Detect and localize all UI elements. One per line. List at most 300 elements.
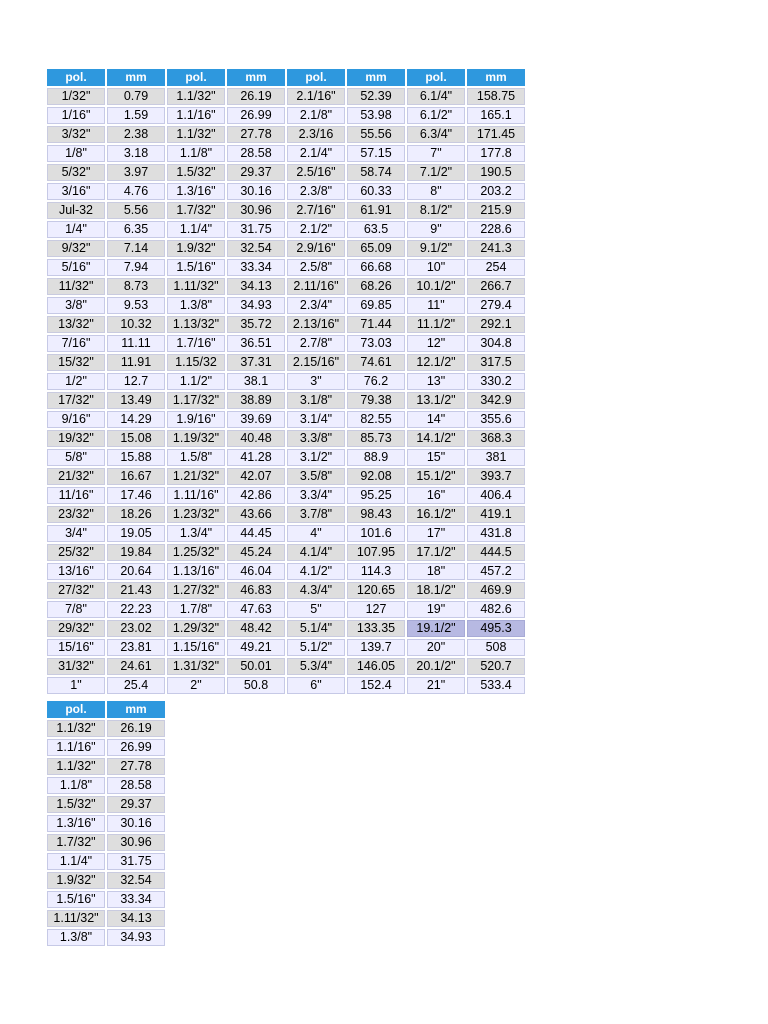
cell-mm[interactable]: 38.1: [227, 373, 285, 390]
cell-inches[interactable]: 1/16": [47, 107, 105, 124]
cell-inches[interactable]: 2.5/8": [287, 259, 345, 276]
cell-inches[interactable]: 16.1/2": [407, 506, 465, 523]
cell-inches[interactable]: 2.1/2": [287, 221, 345, 238]
cell-inches[interactable]: 15/16": [47, 639, 105, 656]
cell-mm[interactable]: 7.14: [107, 240, 165, 257]
cell-inches[interactable]: 12.1/2": [407, 354, 465, 371]
cell-mm[interactable]: 27.78: [227, 126, 285, 143]
table-row: [47, 658, 525, 675]
cell-mm[interactable]: 2.38: [107, 126, 165, 143]
cell-mm[interactable]: 28.58: [227, 145, 285, 162]
cell-inches[interactable]: Jul-32: [47, 202, 105, 219]
cell-mm[interactable]: 55.56: [347, 126, 405, 143]
cell-inches[interactable]: 1.1/4": [47, 853, 105, 870]
cell-mm[interactable]: 26.19: [107, 720, 165, 737]
cell-mm[interactable]: 19.05: [107, 525, 165, 542]
cell-inches[interactable]: 13/32": [47, 316, 105, 333]
cell-inches[interactable]: 1.5/32": [47, 796, 105, 813]
cell-mm[interactable]: 76.2: [347, 373, 405, 390]
cell-inches[interactable]: 3/32": [47, 126, 105, 143]
cell-mm[interactable]: 82.55: [347, 411, 405, 428]
cell-inches[interactable]: 9/16": [47, 411, 105, 428]
cell-inches[interactable]: 10.1/2": [407, 278, 465, 295]
cell-inches[interactable]: 1.11/32": [47, 910, 105, 927]
cell-inches[interactable]: 3/8": [47, 297, 105, 314]
table-row: [47, 815, 165, 832]
cell-inches[interactable]: 6.1/4": [407, 88, 465, 105]
cell-inches[interactable]: 2.5/16": [287, 164, 345, 181]
cell-mm[interactable]: 7.94: [107, 259, 165, 276]
cell-inches[interactable]: 1.1/16": [47, 739, 105, 756]
cell-mm[interactable]: 18.26: [107, 506, 165, 523]
cell-inches[interactable]: 19/32": [47, 430, 105, 447]
cell-inches[interactable]: 20": [407, 639, 465, 656]
cell-mm[interactable]: 66.68: [347, 259, 405, 276]
cell-mm[interactable]: 11.91: [107, 354, 165, 371]
cell-inches[interactable]: 2.15/16": [287, 354, 345, 371]
cell-mm[interactable]: 52.39: [347, 88, 405, 105]
cell-mm[interactable]: 381: [467, 449, 525, 466]
cell-mm[interactable]: 30.96: [107, 834, 165, 851]
cell-inches[interactable]: 1/8": [47, 145, 105, 162]
cell-mm[interactable]: 42.86: [227, 487, 285, 504]
cell-mm[interactable]: 431.8: [467, 525, 525, 542]
cell-mm[interactable]: 53.98: [347, 107, 405, 124]
cell-inches[interactable]: 17/32": [47, 392, 105, 409]
cell-inches[interactable]: 13.1/2": [407, 392, 465, 409]
cell-mm[interactable]: 0.79: [107, 88, 165, 105]
cell-inches[interactable]: 3.1/2": [287, 449, 345, 466]
cell-inches[interactable]: 1.31/32": [167, 658, 225, 675]
cell-inches[interactable]: 2.3/8": [287, 183, 345, 200]
cell-inches[interactable]: 1.3/16": [47, 815, 105, 832]
column-header-mm[interactable]: mm: [107, 69, 165, 86]
cell-inches[interactable]: 31/32": [47, 658, 105, 675]
cell-inches[interactable]: 1.13/16": [167, 563, 225, 580]
cell-inches[interactable]: 1.11/16": [167, 487, 225, 504]
cell-inches[interactable]: 6.3/4": [407, 126, 465, 143]
cell-inches[interactable]: 1.5/8": [167, 449, 225, 466]
cell-inches[interactable]: 2.11/16": [287, 278, 345, 295]
cell-inches[interactable]: 9.1/2": [407, 240, 465, 257]
cell-mm[interactable]: 30.96: [227, 202, 285, 219]
cell-inches[interactable]: 1/4": [47, 221, 105, 238]
cell-inches[interactable]: 10": [407, 259, 465, 276]
cell-inches[interactable]: 1.1/4": [167, 221, 225, 238]
cell-inches[interactable]: 19.1/2": [407, 620, 465, 637]
cell-inches[interactable]: 1.9/32": [167, 240, 225, 257]
cell-inches[interactable]: 1.5/16": [167, 259, 225, 276]
cell-inches[interactable]: 1": [47, 677, 105, 694]
cell-mm[interactable]: 133.35: [347, 620, 405, 637]
cell-mm[interactable]: 71.44: [347, 316, 405, 333]
cell-mm[interactable]: 279.4: [467, 297, 525, 314]
cell-inches[interactable]: 11/32": [47, 278, 105, 295]
cell-mm[interactable]: 4.76: [107, 183, 165, 200]
cell-mm[interactable]: 69.85: [347, 297, 405, 314]
cell-inches[interactable]: 1.1/32": [167, 126, 225, 143]
cell-mm[interactable]: 73.03: [347, 335, 405, 352]
column-header-pol[interactable]: pol.: [47, 69, 105, 86]
cell-mm[interactable]: 1.59: [107, 107, 165, 124]
cell-inches[interactable]: 3.7/8": [287, 506, 345, 523]
cell-inches[interactable]: 11": [407, 297, 465, 314]
cell-inches[interactable]: 2.13/16": [287, 316, 345, 333]
cell-inches[interactable]: 13": [407, 373, 465, 390]
cell-inches[interactable]: 1.3/8": [47, 929, 105, 946]
cell-mm[interactable]: 26.99: [107, 739, 165, 756]
cell-inches[interactable]: 11/16": [47, 487, 105, 504]
table-row: [47, 891, 165, 908]
cell-inches[interactable]: 15": [407, 449, 465, 466]
cell-mm[interactable]: 46.83: [227, 582, 285, 599]
cell-mm[interactable]: 9.53: [107, 297, 165, 314]
cell-mm[interactable]: 165.1: [467, 107, 525, 124]
column-header-mm[interactable]: mm: [107, 701, 165, 718]
cell-inches[interactable]: 11.1/2": [407, 316, 465, 333]
cell-inches[interactable]: 1/2": [47, 373, 105, 390]
cell-inches[interactable]: 12": [407, 335, 465, 352]
cell-inches[interactable]: 1.5/16": [47, 891, 105, 908]
cell-inches[interactable]: 19": [407, 601, 465, 618]
cell-inches[interactable]: 1.29/32": [167, 620, 225, 637]
cell-inches[interactable]: 1.1/2": [167, 373, 225, 390]
cell-inches[interactable]: 8.1/2": [407, 202, 465, 219]
column-header-mm[interactable]: mm: [347, 69, 405, 86]
cell-mm[interactable]: 17.46: [107, 487, 165, 504]
cell-inches[interactable]: 21": [407, 677, 465, 694]
cell-mm[interactable]: 60.33: [347, 183, 405, 200]
cell-mm[interactable]: 11.11: [107, 335, 165, 352]
cell-mm[interactable]: 79.38: [347, 392, 405, 409]
cell-mm[interactable]: 114.3: [347, 563, 405, 580]
cell-mm[interactable]: 40.48: [227, 430, 285, 447]
cell-inches[interactable]: 9": [407, 221, 465, 238]
cell-mm[interactable]: 508: [467, 639, 525, 656]
cell-mm[interactable]: 24.61: [107, 658, 165, 675]
cell-mm[interactable]: 48.42: [227, 620, 285, 637]
cell-mm[interactable]: 34.93: [227, 297, 285, 314]
cell-mm[interactable]: 29.37: [227, 164, 285, 181]
cell-inches[interactable]: 5/32": [47, 164, 105, 181]
cell-mm[interactable]: 30.16: [227, 183, 285, 200]
table-row: [47, 582, 525, 599]
cell-inches[interactable]: 3.1/8": [287, 392, 345, 409]
cell-inches[interactable]: 15/32": [47, 354, 105, 371]
cell-inches[interactable]: 7": [407, 145, 465, 162]
cell-mm[interactable]: 22.23: [107, 601, 165, 618]
cell-inches[interactable]: 29/32": [47, 620, 105, 637]
cell-mm[interactable]: 127: [347, 601, 405, 618]
cell-mm[interactable]: 520.7: [467, 658, 525, 675]
cell-inches[interactable]: 21/32": [47, 468, 105, 485]
cell-mm[interactable]: 88.9: [347, 449, 405, 466]
cell-mm[interactable]: 26.99: [227, 107, 285, 124]
cell-inches[interactable]: 27/32": [47, 582, 105, 599]
cell-mm[interactable]: 406.4: [467, 487, 525, 504]
table-row: [47, 259, 525, 276]
cell-inches[interactable]: 1.9/16": [167, 411, 225, 428]
cell-inches[interactable]: 1.7/8": [167, 601, 225, 618]
cell-mm[interactable]: 15.08: [107, 430, 165, 447]
cell-inches[interactable]: 8": [407, 183, 465, 200]
cell-inches[interactable]: 3.1/4": [287, 411, 345, 428]
cell-inches[interactable]: 5/16": [47, 259, 105, 276]
cell-mm[interactable]: 39.69: [227, 411, 285, 428]
cell-inches[interactable]: 5/8": [47, 449, 105, 466]
cell-inches[interactable]: 2.1/16": [287, 88, 345, 105]
cell-mm[interactable]: 6.35: [107, 221, 165, 238]
cell-mm[interactable]: 92.08: [347, 468, 405, 485]
cell-mm[interactable]: 33.34: [107, 891, 165, 908]
cell-mm[interactable]: 74.61: [347, 354, 405, 371]
cell-mm[interactable]: 107.95: [347, 544, 405, 561]
cell-inches[interactable]: 7/8": [47, 601, 105, 618]
cell-inches[interactable]: 1.15/16": [167, 639, 225, 656]
cell-inches[interactable]: 6": [287, 677, 345, 694]
cell-mm[interactable]: 292.1: [467, 316, 525, 333]
table-row: [47, 278, 525, 295]
cell-inches[interactable]: 5.3/4": [287, 658, 345, 675]
cell-mm[interactable]: 26.19: [227, 88, 285, 105]
cell-mm[interactable]: 19.84: [107, 544, 165, 561]
cell-inches[interactable]: 17": [407, 525, 465, 542]
cell-mm[interactable]: 32.54: [107, 872, 165, 889]
cell-mm[interactable]: 457.2: [467, 563, 525, 580]
column-header-mm[interactable]: mm: [227, 69, 285, 86]
cell-mm[interactable]: 8.73: [107, 278, 165, 295]
cell-inches[interactable]: 23/32": [47, 506, 105, 523]
cell-inches[interactable]: 1.25/32": [167, 544, 225, 561]
cell-mm[interactable]: 14.29: [107, 411, 165, 428]
cell-mm[interactable]: 469.9: [467, 582, 525, 599]
cell-inches[interactable]: 1.1/8": [167, 145, 225, 162]
cell-mm[interactable]: 16.67: [107, 468, 165, 485]
column-header-pol[interactable]: pol.: [407, 69, 465, 86]
cell-mm[interactable]: 49.21: [227, 639, 285, 656]
cell-inches[interactable]: 2.7/16": [287, 202, 345, 219]
cell-inches[interactable]: 16": [407, 487, 465, 504]
cell-inches[interactable]: 25/32": [47, 544, 105, 561]
cell-mm[interactable]: 23.81: [107, 639, 165, 656]
cell-mm[interactable]: 3.18: [107, 145, 165, 162]
cell-inches[interactable]: 1.13/32": [167, 316, 225, 333]
column-header-pol[interactable]: pol.: [287, 69, 345, 86]
cell-mm[interactable]: 355.6: [467, 411, 525, 428]
cell-mm[interactable]: 25.4: [107, 677, 165, 694]
cell-inches[interactable]: 1.1/32": [47, 720, 105, 737]
cell-inches[interactable]: 2.1/4": [287, 145, 345, 162]
cell-inches[interactable]: 1.7/16": [167, 335, 225, 352]
cell-inches[interactable]: 1.1/32": [167, 88, 225, 105]
cell-inches[interactable]: 13/16": [47, 563, 105, 580]
cell-mm[interactable]: 50.8: [227, 677, 285, 694]
cell-mm[interactable]: 419.1: [467, 506, 525, 523]
cell-inches[interactable]: 1.1/16": [167, 107, 225, 124]
cell-inches[interactable]: 2.7/8": [287, 335, 345, 352]
table-row: [47, 373, 525, 390]
cell-mm[interactable]: 61.91: [347, 202, 405, 219]
cell-inches[interactable]: 5": [287, 601, 345, 618]
cell-inches[interactable]: 1.27/32": [167, 582, 225, 599]
cell-mm[interactable]: 58.74: [347, 164, 405, 181]
cell-inches[interactable]: 3/16": [47, 183, 105, 200]
cell-mm[interactable]: 46.04: [227, 563, 285, 580]
cell-mm[interactable]: 50.01: [227, 658, 285, 675]
cell-mm[interactable]: 41.28: [227, 449, 285, 466]
cell-inches[interactable]: 5.1/2": [287, 639, 345, 656]
cell-mm[interactable]: 20.64: [107, 563, 165, 580]
cell-mm[interactable]: 35.72: [227, 316, 285, 333]
cell-inches[interactable]: 17.1/2": [407, 544, 465, 561]
cell-inches[interactable]: 1.7/32": [47, 834, 105, 851]
cell-mm[interactable]: 31.75: [227, 221, 285, 238]
cell-inches[interactable]: 14": [407, 411, 465, 428]
cell-inches[interactable]: 1.3/4": [167, 525, 225, 542]
cell-inches[interactable]: 1.3/16": [167, 183, 225, 200]
cell-mm[interactable]: 241.3: [467, 240, 525, 257]
cell-mm[interactable]: 44.45: [227, 525, 285, 542]
cell-mm[interactable]: 330.2: [467, 373, 525, 390]
cell-mm[interactable]: 63.5: [347, 221, 405, 238]
cell-inches[interactable]: 1.23/32": [167, 506, 225, 523]
cell-mm[interactable]: 5.56: [107, 202, 165, 219]
cell-inches[interactable]: 18.1/2": [407, 582, 465, 599]
cell-mm[interactable]: 38.89: [227, 392, 285, 409]
cell-mm[interactable]: 120.65: [347, 582, 405, 599]
cell-mm[interactable]: 368.3: [467, 430, 525, 447]
cell-mm[interactable]: 65.09: [347, 240, 405, 257]
cell-mm[interactable]: 203.2: [467, 183, 525, 200]
cell-inches[interactable]: 18": [407, 563, 465, 580]
cell-inches[interactable]: 5.1/4": [287, 620, 345, 637]
cell-inches[interactable]: 1.17/32": [167, 392, 225, 409]
column-header-mm[interactable]: mm: [467, 69, 525, 86]
cell-inches[interactable]: 3": [287, 373, 345, 390]
cell-mm[interactable]: 215.9: [467, 202, 525, 219]
cell-mm[interactable]: 152.4: [347, 677, 405, 694]
cell-inches[interactable]: 15.1/2": [407, 468, 465, 485]
cell-inches[interactable]: 20.1/2": [407, 658, 465, 675]
cell-inches[interactable]: 7/16": [47, 335, 105, 352]
cell-mm[interactable]: 28.58: [107, 777, 165, 794]
table-row: [47, 506, 525, 523]
cell-inches[interactable]: 1.15/32: [167, 354, 225, 371]
column-header-pol[interactable]: pol.: [47, 701, 105, 718]
cell-mm[interactable]: 393.7: [467, 468, 525, 485]
cell-mm[interactable]: 98.43: [347, 506, 405, 523]
cell-inches[interactable]: 4.1/4": [287, 544, 345, 561]
cell-inches[interactable]: 4.1/2": [287, 563, 345, 580]
cell-mm[interactable]: 68.26: [347, 278, 405, 295]
cell-inches[interactable]: 1.19/32": [167, 430, 225, 447]
cell-mm[interactable]: 31.75: [107, 853, 165, 870]
cell-inches[interactable]: 2.3/4": [287, 297, 345, 314]
cell-mm[interactable]: 533.4: [467, 677, 525, 694]
cell-mm[interactable]: 101.6: [347, 525, 405, 542]
cell-mm[interactable]: 13.49: [107, 392, 165, 409]
cell-inches[interactable]: 6.1/2": [407, 107, 465, 124]
cell-mm[interactable]: 139.7: [347, 639, 405, 656]
cell-mm[interactable]: 304.8: [467, 335, 525, 352]
cell-mm[interactable]: 495.3: [467, 620, 525, 637]
cell-mm[interactable]: 228.6: [467, 221, 525, 238]
cell-mm[interactable]: 15.88: [107, 449, 165, 466]
cell-inches[interactable]: 14.1/2": [407, 430, 465, 447]
cell-inches[interactable]: 1.11/32": [167, 278, 225, 295]
cell-inches[interactable]: 1.9/32": [47, 872, 105, 889]
cell-inches[interactable]: 4.3/4": [287, 582, 345, 599]
cell-mm[interactable]: 95.25: [347, 487, 405, 504]
cell-mm[interactable]: 43.66: [227, 506, 285, 523]
cell-inches[interactable]: 7.1/2": [407, 164, 465, 181]
cell-mm[interactable]: 34.13: [107, 910, 165, 927]
cell-inches[interactable]: 1.3/8": [167, 297, 225, 314]
cell-mm[interactable]: 57.15: [347, 145, 405, 162]
cell-mm[interactable]: 37.31: [227, 354, 285, 371]
cell-inches[interactable]: 1/32": [47, 88, 105, 105]
cell-mm[interactable]: 171.45: [467, 126, 525, 143]
cell-inches[interactable]: 1.21/32": [167, 468, 225, 485]
cell-mm[interactable]: 10.32: [107, 316, 165, 333]
cell-inches[interactable]: 1.5/32": [167, 164, 225, 181]
cell-mm[interactable]: 29.37: [107, 796, 165, 813]
cell-mm[interactable]: 23.02: [107, 620, 165, 637]
cell-mm[interactable]: 34.13: [227, 278, 285, 295]
cell-mm[interactable]: 266.7: [467, 278, 525, 295]
cell-inches[interactable]: 3.5/8": [287, 468, 345, 485]
cell-mm[interactable]: 85.73: [347, 430, 405, 447]
cell-inches[interactable]: 1.1/8": [47, 777, 105, 794]
cell-mm[interactable]: 177.8: [467, 145, 525, 162]
cell-mm[interactable]: 33.34: [227, 259, 285, 276]
cell-inches[interactable]: 2.3/16: [287, 126, 345, 143]
cell-mm[interactable]: 42.07: [227, 468, 285, 485]
cell-mm[interactable]: 21.43: [107, 582, 165, 599]
cell-mm[interactable]: 482.6: [467, 601, 525, 618]
cell-mm[interactable]: 190.5: [467, 164, 525, 181]
cell-mm[interactable]: 158.75: [467, 88, 525, 105]
cell-mm[interactable]: 36.51: [227, 335, 285, 352]
cell-mm[interactable]: 45.24: [227, 544, 285, 561]
cell-mm[interactable]: 32.54: [227, 240, 285, 257]
cell-mm[interactable]: 12.7: [107, 373, 165, 390]
cell-inches[interactable]: 3.3/4": [287, 487, 345, 504]
cell-mm[interactable]: 254: [467, 259, 525, 276]
cell-mm[interactable]: 27.78: [107, 758, 165, 775]
cell-inches[interactable]: 1.7/32": [167, 202, 225, 219]
cell-inches[interactable]: 2": [167, 677, 225, 694]
cell-inches[interactable]: 9/32": [47, 240, 105, 257]
cell-inches[interactable]: 4": [287, 525, 345, 542]
cell-mm[interactable]: 317.5: [467, 354, 525, 371]
cell-inches[interactable]: 2.9/16": [287, 240, 345, 257]
cell-mm[interactable]: 444.5: [467, 544, 525, 561]
cell-inches[interactable]: 3.3/8": [287, 430, 345, 447]
cell-mm[interactable]: 34.93: [107, 929, 165, 946]
header-row: [47, 69, 525, 86]
cell-inches[interactable]: 1.1/32": [47, 758, 105, 775]
cell-mm[interactable]: 342.9: [467, 392, 525, 409]
cell-mm[interactable]: 30.16: [107, 815, 165, 832]
table-row: [47, 335, 525, 352]
cell-inches[interactable]: 3/4": [47, 525, 105, 542]
cell-mm[interactable]: 3.97: [107, 164, 165, 181]
cell-mm[interactable]: 47.63: [227, 601, 285, 618]
cell-inches[interactable]: 2.1/8": [287, 107, 345, 124]
column-header-pol[interactable]: pol.: [167, 69, 225, 86]
cell-mm[interactable]: 146.05: [347, 658, 405, 675]
